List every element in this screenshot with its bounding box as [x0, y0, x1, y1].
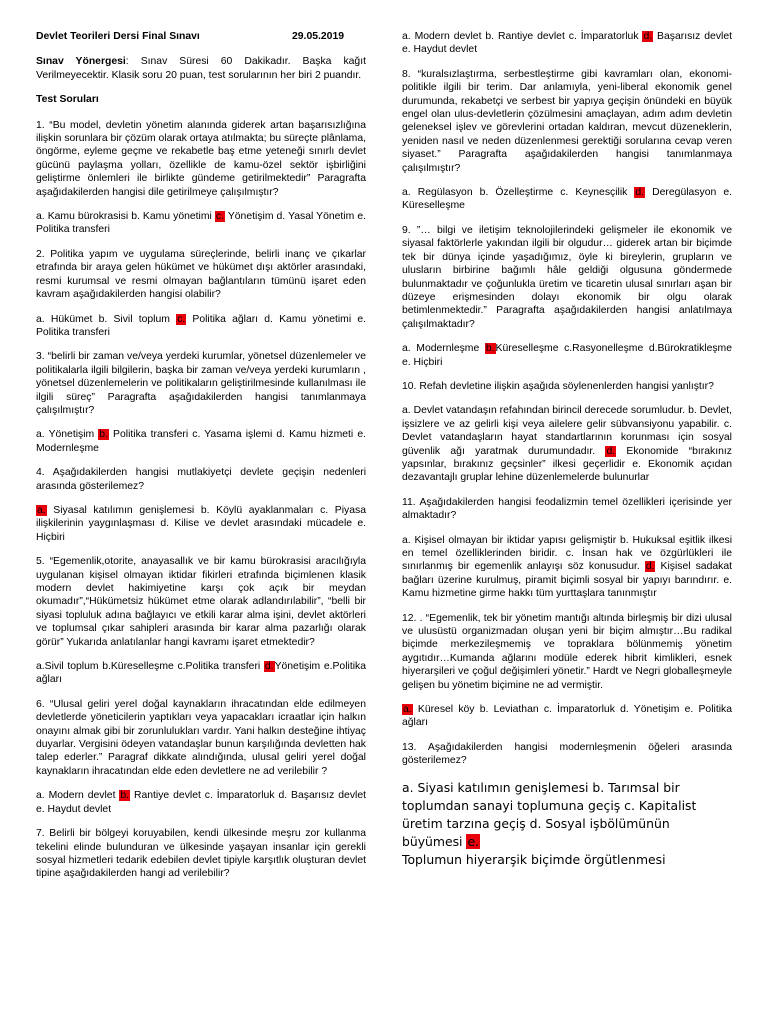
options-text: Deregülasyon e. Küreselleşme: [402, 187, 732, 212]
question-13: 13. Aşağıdakilerden hangisi modernleşmenin öğeleri arasında gösterilemez?: [402, 741, 732, 767]
options-text: Yönetişim d. Yasal Yönetim e. Politika transferi: [36, 211, 366, 236]
instructions: [36, 55, 366, 82]
options-13: [402, 779, 732, 869]
options-text: Politika transferi c. Yasama işlemi d. Kamu hizmeti e. Modernleşme: [36, 429, 367, 454]
section-title: Test Soruları: [36, 94, 99, 106]
options-2: [36, 313, 366, 340]
answer-mark: e.: [467, 833, 479, 849]
options-6: [36, 789, 366, 816]
answer-mark: c.: [215, 211, 224, 223]
options-text: a. Kamu bürokrasisi b. Kamu yönetimi: [36, 211, 215, 223]
question-6: 6. “Ulusal geliri yerel doğal kaynakların ihracatından elde edilmeyen devletlerde yöneticilerin yaptıkları veya yapacakları icraatlar için halkın onayını almak gibi bir zorunlulukları vardır. Yani halkın desteğine ihtiyaç duyarlar. Vergisini ödeyen vatandaşlar bunun karşılığında devletten hak talep ederler.” Paragraf dikkate alındığında, ulusal geliri yerel doğal kaynakların ihracatından elde eden devletlere ne ad verilebilir ?: [36, 698, 366, 777]
question-2: 2. Politika yapım ve uygulama süreçlerinde, belirli inanç ve çıkarlar etrafında bir araya gelen hükümet ve hükümet dışı aktörler arasındaki, resmi kurumsal ve resmi olmayan bağlantıların tümünü işaret eden kavram aşağıdakilerden hangisi olabilir?: [36, 248, 366, 301]
options-text: a. Modern devlet: [36, 790, 120, 802]
options-8: [402, 186, 732, 213]
options-text: Kişisel sadakat bağları üzerine kurulmuş, piramit biçimli sosyal bir yapıyı barındırır. e. Kamu hizmetine girme hakkı tüm yurttaşlara tanınmıştır: [402, 561, 732, 600]
answer-mark: d.: [606, 445, 616, 457]
question-7: 7. Belirli bir bölgeyi koruyabilen, kendi ülkesinde meşru zor kullanma tekelini elinde bulunduran ve ülkesinde yaşayan insanlar için gerekli sosyal hizmetleri tedarik edebilen devlet tipiyle karşıtlık oluşturan devlet tipine aşağıdakilerden hangi ad verilebilir?: [36, 828, 366, 880]
question-1: 1. “Bu model, devletin yönetim alanında giderek artan başarısızlığına ilişkin sorunlara bir çözüm olarak ortaya atılmakta; bu süreçte plânlama, öngörme, eyleme geçme ve rekabetle baş etme yeteneği sınırlı devlet gücünü paylaşma yolları, özellikle de kamu-özel sektör işbirliğini geliştirme önlemleri ile birlikte gündeme getirilmektedir” Paragrafta aşağıdakilerden hangisi dile getirilmeye çalışılmıştır?: [36, 119, 366, 198]
options-text: Küreselleşme c.Rasyonelleşme d.Bürokratikleşme e. Hiçbiri: [402, 343, 732, 368]
right-column: [402, 30, 732, 880]
answer-mark: b.: [120, 790, 130, 802]
options-text: Politika ağları d. Kamu yönetimi e. Politika transferi: [36, 313, 366, 338]
options-text: Toplumun hiyerarşik biçimde örgütlenmesi: [402, 851, 666, 867]
options-12: [402, 703, 732, 730]
options-9: [402, 342, 732, 369]
instructions-text: : Sınav Süresi 60 Dakikadır. Başka kağıt Verilmeyecektir. Klasik soru 20 puan, test sorularının her biri 2 puandır.: [36, 56, 366, 81]
left-column: [36, 30, 366, 892]
question-4: 4. Aşağıdakilerden hangisi mutlakiyetçi devlete geçişin nedenleri arasında gösterilemez?: [36, 467, 366, 492]
options-text: a. Regülasyon b. Özelleştirme c. Keynesçilik: [402, 187, 635, 199]
options-text: a. Hükümet b. Sivil toplum: [36, 313, 177, 325]
question-11: 11. Aşağıdakilerden hangisi feodalizmin temel özellikleri içerisinde yer almaktadır?: [402, 496, 732, 522]
options-text: Ekonomide “bırakınız yapsınlar, bırakınız geçsinler” ilkesi geçerlidir e. Ekonomik açıdan dezavantajlı gruplar lehine düzenlemelerde bulunurlar: [402, 445, 732, 484]
answer-mark: c.: [177, 313, 186, 325]
exam-date: 29.05.2019: [292, 31, 345, 42]
options-7: [402, 30, 732, 57]
exam-title: Devlet Teorileri Dersi Final Sınavı: [36, 31, 200, 42]
options-1: [36, 210, 366, 237]
options-4: [36, 504, 366, 544]
options-text: Küresel köy b. Leviathan c. İmparatorluk d. Yönetişim e. Politika ağları: [402, 704, 732, 729]
options-text: Yönetişim e.Politika ağları: [36, 661, 366, 686]
answer-mark: a.: [37, 504, 46, 516]
options-11: [402, 534, 732, 601]
answer-mark: d.: [635, 187, 645, 199]
options-text: a. Yönetişim: [36, 429, 99, 441]
answer-mark: d.: [643, 31, 653, 42]
question-3: 3. “belirli bir zaman ve/veya yerdeki kurumlar, yönetsel düzenlemeler ve politikalarla ilgili bilgilerin, başka bir zaman ve/veya yerdeki kurumların , yönetsel düzenlemelerin ve politikaların geliştirilmesinde kullanılması ile ilgili süreç” Paragrafta aşağıdakilerden hangisi tanımlanmaya çalışılmıştır?: [36, 351, 366, 416]
question-5: 5. “Egemenlik,otorite, anayasallık ve bir kamu bürokrasisi aracılığıyla uygulanan kişisel olmayan iktidar fikirleri etrafında biçimlenen klasik modern devlet hakimiyetine karşı çok açık bir meydan okumadır”,“Hükümetsiz hükümet etme olarak adlandırılabilir”, “belli bir siyasi topluluk adına bağlayıcı ve etkili karar alma işini, devlet aktörleri ve toplumsal çıkar sahipleri arasında bir karar alma pazarlığı olarak görür” Yukarıda anlatılanlar hangi kavramı işaret etmektedir?: [36, 556, 366, 648]
answer-mark: a.: [403, 704, 412, 716]
question-10: 10. Refah devletine ilişkin aşağıda söylenenlerden hangisi yanlıştır?: [402, 380, 714, 392]
options-text: Başarısız devlet e. Haydut devlet: [402, 31, 733, 56]
instructions-label: Sınav Yönergesi: [36, 56, 126, 68]
options-text: Siyasal katılımın genişlemesi b. Köylü ayaklanmaları c. Piyasa ilişkilerinin yaygınlaşması d. Kilise ve devlet arasındaki mücadele e. Hiçbiri: [36, 504, 366, 543]
answer-mark: d.: [264, 661, 274, 673]
options-text: a.Sivil toplum b.Küreselleşme c.Politika transferi: [36, 661, 264, 673]
options-text: a. Kişisel olmayan bir iktidar yapısı gelişmiştir b. Hukuksal eşitlik ilkesi en temel özelliklerinden biridir. c. İnsan hak ve özgürlükleri ile sınırlanmış bir egemenlik anlayışı söz konusudur.: [402, 534, 732, 573]
exam-header: [36, 30, 366, 43]
answer-mark: d.: [645, 561, 655, 573]
options-3: [36, 428, 366, 455]
options-text: a. Modern devlet b. Rantiye devlet c. İmparatorluk: [402, 31, 643, 42]
options-5: [36, 660, 366, 687]
answer-mark: b.: [485, 343, 495, 355]
options-text: Rantiye devlet c. İmparatorluk d. Başarısız devlet e. Haydut devlet: [36, 790, 366, 815]
options-text: a. Modernleşme: [402, 343, 485, 355]
question-9: 9. ”… bilgi ve iletişim teknolojilerindeki gelişmeler ile ekonomik ve siyasal faktörlerle yakından ilgili bir olgudur… giderek artan bir biçimde tek bir dünya içinde yaşadığımız, öyle ki bireylerin, grupların ve ulusların birbirine bağımlı hâle geldiği olgusuna göndermede bulunmaktadır ve çoğunlukla üretim ve ticaretin ulusal sınırları aşan bir düzeye erişmesinden dolayı ekonomik bir olgu olarak betimlenmektedir.” Paragrafta aşağıdakilerden hangisi anlatılmaya çalışılmaktadır?: [402, 224, 732, 330]
question-12: 12. . “Egemenlik, tek bir yönetim mantığı altında birleşmiş bir dizi ulusal ve ulusüstü organizmadan oluşan yeni bir biçim almıştır…Bu radikal biçimde merkezileşmemiş ve topraklara bölünmemiş yönetim aygıtıdır…Kumanda ağlarını modüle ederek hibrit kimlikleri, esnek hiyerarşileri ve çoğul değişimleri yönetir.” Hardt ve Negri globalleşmeyle gelişen bu yönetim biçimine ne ad vermiştir.: [402, 612, 732, 691]
options-text: a. Devlet vatandaşın refahından birincil derecede sorumludur. b. Devlet, işsizlere ve az gelirli kişi veya ailelere gelir sübvansiyonu yapabilir. c. Devlet vatandaşların hayat standartlarının korunması için sosyal güvenlik ağı yaratmak durumundadır.: [402, 405, 732, 457]
options-text: a. Siyasi katılımın genişlemesi b. Tarımsal bir toplumdan sanayi toplumuna geçiş c. Kapitalist üretim tarzına geçiş d. Sosyal işbölümünün büyümesi: [402, 779, 697, 849]
question-8: 8. “kuralsızlaştırma, serbestleştirme gibi kavramları olan, ekonomi-politikle ilgili bir terim. Dar anlamıyla, yeni-liberal ekonomik genel durumunda, rekabetçi ve serbest bir yapıya geçişin önündeki en büyük engel olan ulus-devletlerin çözülmesini amaçlayan, adım adım devletin geleneksel işlev ve görevlerini ortadan kaldıran, mevcut düzeneklerin, yeniden nasıl ve neden düzenlenmesi gerektiği sorularına cevap veren siyaset.” Paragrafta aşağıdakilerden hangisi tanımlanmaya çalışılmıştır?: [402, 68, 732, 174]
answer-mark: b.: [99, 429, 108, 441]
options-10: [402, 404, 732, 484]
